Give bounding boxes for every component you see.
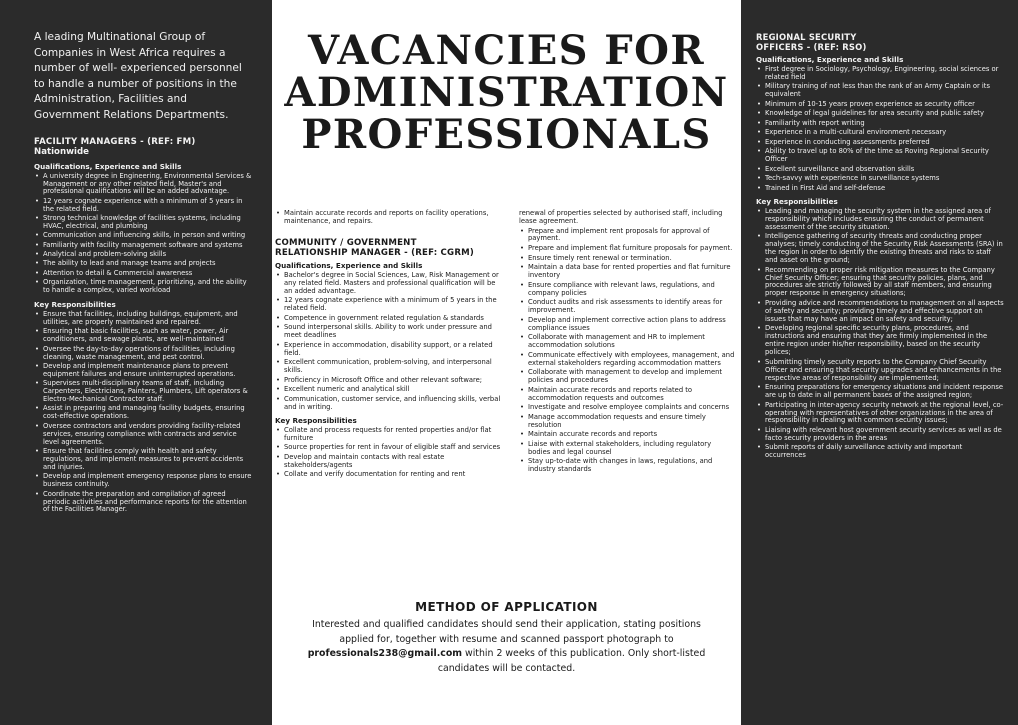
method-of-application <box>272 600 741 676</box>
rso-title-line2: OFFICERS - (REF: RSO) <box>756 42 867 52</box>
cgrm-responsibility-item: • Stay up-to-date with changes in laws, regulations, and industry standards <box>519 458 735 474</box>
facility-manager-title: FACILITY MANAGERS - (REF: FM) <box>34 136 196 147</box>
application-email[interactable]: professionals238@gmail.com <box>307 648 463 660</box>
cgrm-responsibility-item: • Collaborate with management and HR to implement accommodation solutions <box>519 334 735 350</box>
fm-qualification-item: • Strong technical knowledge of facilities systems, including HVAC, electrical, and plumbing <box>34 215 252 231</box>
cgrm-responsibilities-list <box>275 427 503 480</box>
fm-responsibility-item: • Oversee the day-to-day operations of facilities, including cleaning, waste management, and pest control. <box>34 346 252 362</box>
cgrm-qualification-item: • Experience in accommodation, disability support, or a related field. <box>275 342 503 358</box>
fm-responsibility-item: • Coordinate the preparation and compilation of agreed periodic activities and performance reports for the attention of the Facilities Manager. <box>34 491 252 515</box>
cgrm-qualification-item: • Competence in government related regulation & standards <box>275 315 503 323</box>
cgrm-title-line2: RELATIONSHIP MANAGER - (REF: CGRM) <box>275 247 475 258</box>
rso-responsibility-item: • Submitting timely security reports to the Company Chief Security Officer and ensuring that security upgrades and enhancements in the respective areas of responsibility are implemented; <box>756 359 1004 383</box>
cgrm-qualification-item: • Proficiency in Microsoft Office and other relevant software; <box>275 377 503 385</box>
method-text-after: within 2 weeks of this publication. Only short-listed candidates will be contacted. <box>437 648 706 674</box>
rso-qualification-item: • First degree in Sociology, Psychology, Engineering, social sciences or related field <box>756 66 1004 82</box>
rso-qualification-item: • Experience in conducting assessments preferred <box>756 139 1004 147</box>
cgrm-responsibility-item: • Maintain accurate records and reports related to accommodation requests and outcomes <box>519 387 735 403</box>
fm-qualification-item: • Analytical and problem-solving skills <box>34 251 252 259</box>
cgrm-responsibility-item: • Source properties for rent in favour of eligible staff and services <box>275 444 503 452</box>
fm-responsibility-item: • Oversee contractors and vendors providing facility-related services, ensuring compliance with contracts and service level agreements. <box>34 423 252 447</box>
fm-qualification-item: • A university degree in Engineering, Environmental Services & Management or any other related field, Master's and professional qualifications will be an added advantage. <box>34 173 252 197</box>
rso-qualification-item: • Military training of not less than the rank of an Army Captain or its equivalent <box>756 83 1004 99</box>
fm-responsibilities-heading: Key Responsibilities <box>34 300 116 310</box>
fm-responsibility-item: • Ensuring that basic facilities, such as water, power, Air conditioners, and sewage plants, are well-maintained <box>34 328 252 344</box>
fm-qualification-item: • The ability to lead and manage teams and projects <box>34 260 252 268</box>
page-title <box>272 27 741 158</box>
cgrm-qualification-item: • Communication, customer service, and influencing skills, verbal and in writing. <box>275 396 503 412</box>
cgrm-responsibility-item: • Liaise with external stakeholders, including regulatory bodies and legal counsel <box>519 441 735 457</box>
rso-responsibility-item: • Submit reports of daily surveillance activity and important occurrences <box>756 444 1004 460</box>
cgrm-qualification-item: • Excellent communication, problem-solving, and interpersonal skills. <box>275 359 503 375</box>
right-panel <box>741 0 1018 725</box>
fm-responsibility-item: • Develop and implement emergency response plans to ensure business continuity. <box>34 473 252 489</box>
cgrm-responsibility-item: • Collaborate with management to develop and implement policies and procedures <box>519 369 735 385</box>
cgrm-qualifications-heading: Qualifications, Experience and Skills <box>275 260 423 270</box>
page-title-line: PROFESSIONALS <box>301 111 712 158</box>
cgrm-responsibility-item: • Manage accommodation requests and ensure timely resolution <box>519 414 735 430</box>
fm-responsibility-item: • Develop and implement maintenance plans to prevent equipment failures and ensure uninterrupted operations. <box>34 363 252 379</box>
fm-qualifications-list <box>34 173 252 295</box>
fm-qualification-item: • Communication and influencing skills, in person and writing <box>34 232 252 240</box>
method-text-before: Interested and qualified candidates should send their application, stating positions applied for, together with resume and scanned passport photograph to <box>312 619 701 645</box>
cgrm-qualification-item: • Sound interpersonal skills. Ability to work under pressure and meet deadlines <box>275 324 503 340</box>
cgrm-responsibility-item: • Prepare and implement flat furniture proposals for payment. <box>519 245 735 253</box>
rso-qualifications-heading: Qualifications, Experience and Skills <box>756 55 904 64</box>
fm-responsibility-item: • Maintain accurate records and reports on facility operations, maintenance, and repairs. <box>275 210 503 226</box>
rso-responsibilities-list <box>756 208 1004 461</box>
cgrm-qualifications-list <box>275 272 503 412</box>
fm-continued-list <box>275 210 503 226</box>
page-title-line: VACANCIES FOR <box>308 27 705 74</box>
fm-qualification-item: • 12 years cognate experience with a minimum of 5 years in the related field. <box>34 198 252 214</box>
center-left-column <box>275 210 503 481</box>
rso-responsibility-item: • Participating in inter-agency security network at the regional level, co-operating with representatives of other organizations in the area of responsibility in dealing with common security issues; <box>756 402 1004 426</box>
cgrm-responsibilities-heading: Key Responsibilities <box>275 415 357 425</box>
rso-title-line1: REGIONAL SECURITY <box>756 32 857 42</box>
intro-text: A leading Multinational Group of Companies in West Africa requires a number of well- experienced personnel to handle a number of positions in the Administration, Facilities and Government Relations Departments. <box>34 31 242 121</box>
cgrm-responsibility-item: • Maintain accurate records and reports <box>519 431 735 439</box>
cgrm-continued-lead <box>519 210 735 226</box>
page-title-line: ADMINISTRATION <box>284 69 729 116</box>
rso-responsibility-item: • Providing advice and recommendations to management on all aspects of safety and security; providing timely and effective support on issues that may have an impact on safety and security; <box>756 300 1004 324</box>
rso-responsibility-item: • Ensuring preparations for emergency situations and incident response are up to date in all permanent bases of the assigned region; <box>756 384 1004 400</box>
cgrm-qualification-item: • Excellent numeric and analytical skill <box>275 386 503 394</box>
cgrm-responsibility-item: • Investigate and resolve employee complaints and concerns <box>519 404 735 412</box>
rso-qualification-item: • Tech-savvy with experience in surveillance systems <box>756 175 1004 183</box>
cgrm-continued-list <box>519 228 735 475</box>
method-title: METHOD OF APPLICATION <box>415 600 598 614</box>
method-body <box>272 618 741 676</box>
cgrm-qualification-item: • 12 years cognate experience with a minimum of 5 years in the related field. <box>275 297 503 313</box>
rso-qualification-item: • Knowledge of legal guidelines for area security and public safety <box>756 110 1004 118</box>
rso-responsibility-item: • Developing regional specific security plans, procedures, and instructions and ensuring that they are firmly implemented in the entire region under his/her responsibility, based on the security polices; <box>756 325 1004 357</box>
cgrm-responsibility-item: • Maintain a data base for rented properties and flat furniture inventory <box>519 264 735 280</box>
rso-qualification-item: • Familiarity with report writing <box>756 120 1004 128</box>
fm-responsibility-item: • Ensure that facilities comply with health and safety regulations, and implement measures to prevent accidents and injuries. <box>34 448 252 472</box>
cgrm-qualification-item: • Bachelor's degree in Social Sciences, Law, Risk Management or any related field. Masters and professional qualification will be an added advantage. <box>275 272 503 296</box>
rso-responsibility-item: • Leading and managing the security system in the assigned area of responsibility which includes ensuring the conduct of permanent assessment of the security situation. <box>756 208 1004 232</box>
cgrm-responsibility-item: • Conduct audits and risk assessments to identify areas for improvement. <box>519 299 735 315</box>
rso-responsibilities-heading: Key Responsibilities <box>756 196 838 206</box>
cgrm-responsibility-item: • Develop and maintain contacts with real estate stakeholders/agents <box>275 454 503 470</box>
rso-responsibility-item: • Recommending on proper risk mitigation measures to the Company Chief Security Officer; ensuring that security policies, plans, and procedures are strictly followed by all staff members, and ensuring proper response in emergency situations; <box>756 267 1004 299</box>
rso-responsibility-item: • Liaising with relevant host government security services as well as de facto security providers in the areas <box>756 427 1004 443</box>
cgrm-responsibility-item: • Ensure compliance with relevant laws, regulations, and company policies <box>519 282 735 298</box>
rso-responsibility-item: • Intelligence gathering of security threats and conducting proper analyses; timely conducting of the Security Risk Assessments (SRA) in the region in order to identify the existing threats and risks to staff and asset on the ground; <box>756 233 1004 265</box>
center-section <box>272 0 741 725</box>
cgrm-responsibility-item: • Prepare and implement rent proposals for approval of payment. <box>519 228 735 244</box>
cgrm-responsibility-item: • Ensure timely rent renewal or termination. <box>519 255 735 263</box>
fm-responsibility-item: • Assist in preparing and managing facility budgets, ensuring cost-effective operations. <box>34 405 252 421</box>
fm-responsibility-item: • Ensure that facilities, including buildings, equipment, and utilities, are properly maintained and repaired. <box>34 311 252 327</box>
fm-responsibility-item: • Supervises multi-disciplinary teams of staff, including Carpenters, Electricians, Painters, Plumbers, Lift operators & Electro-Mechanical Contractor staff. <box>34 380 252 404</box>
rso-qualifications-list <box>756 66 1004 193</box>
rso-qualification-item: • Experience in a multi-cultural environment necessary <box>756 129 1004 137</box>
rso-qualification-item: • Trained in First Aid and self-defense <box>756 185 1004 193</box>
cgrm-responsibility-item: • Communicate effectively with employees, management, and external stakeholders regarding accommodation matters <box>519 352 735 368</box>
cgrm-responsibility-item: • Develop and implement corrective action plans to address compliance issues <box>519 317 735 333</box>
cgrm-title-line1: COMMUNITY / GOVERNMENT <box>275 237 417 248</box>
facility-manager-location: Nationwide <box>34 146 89 157</box>
rso-qualification-item: • Excellent surveillance and observation skills <box>756 166 1004 174</box>
center-right-column <box>519 210 735 476</box>
rso-qualification-item: • Ability to travel up to 80% of the time as Roving Regional Security Officer <box>756 148 1004 164</box>
rso-qualification-item: • Minimum of 10-15 years proven experience as security officer <box>756 101 1004 109</box>
fm-qualification-item: • Familiarity with facility management software and systems <box>34 242 252 250</box>
fm-qualification-item: • Organization, time management, prioritizing, and the ability to handle a complex, varied workload <box>34 279 252 295</box>
fm-qualifications-heading: Qualifications, Experience and Skills <box>34 161 182 171</box>
fm-qualification-item: • Attention to detail & Commercial awareness <box>34 270 252 278</box>
left-panel <box>0 0 272 725</box>
cgrm-continued-text: renewal of properties selected by authorised staff, including lease agreement. <box>519 209 723 225</box>
cgrm-responsibility-item: • Collate and verify documentation for renting and rent <box>275 471 503 479</box>
cgrm-responsibility-item: • Collate and process requests for rented properties and/or flat furniture <box>275 427 503 443</box>
fm-responsibilities-list <box>34 311 252 514</box>
